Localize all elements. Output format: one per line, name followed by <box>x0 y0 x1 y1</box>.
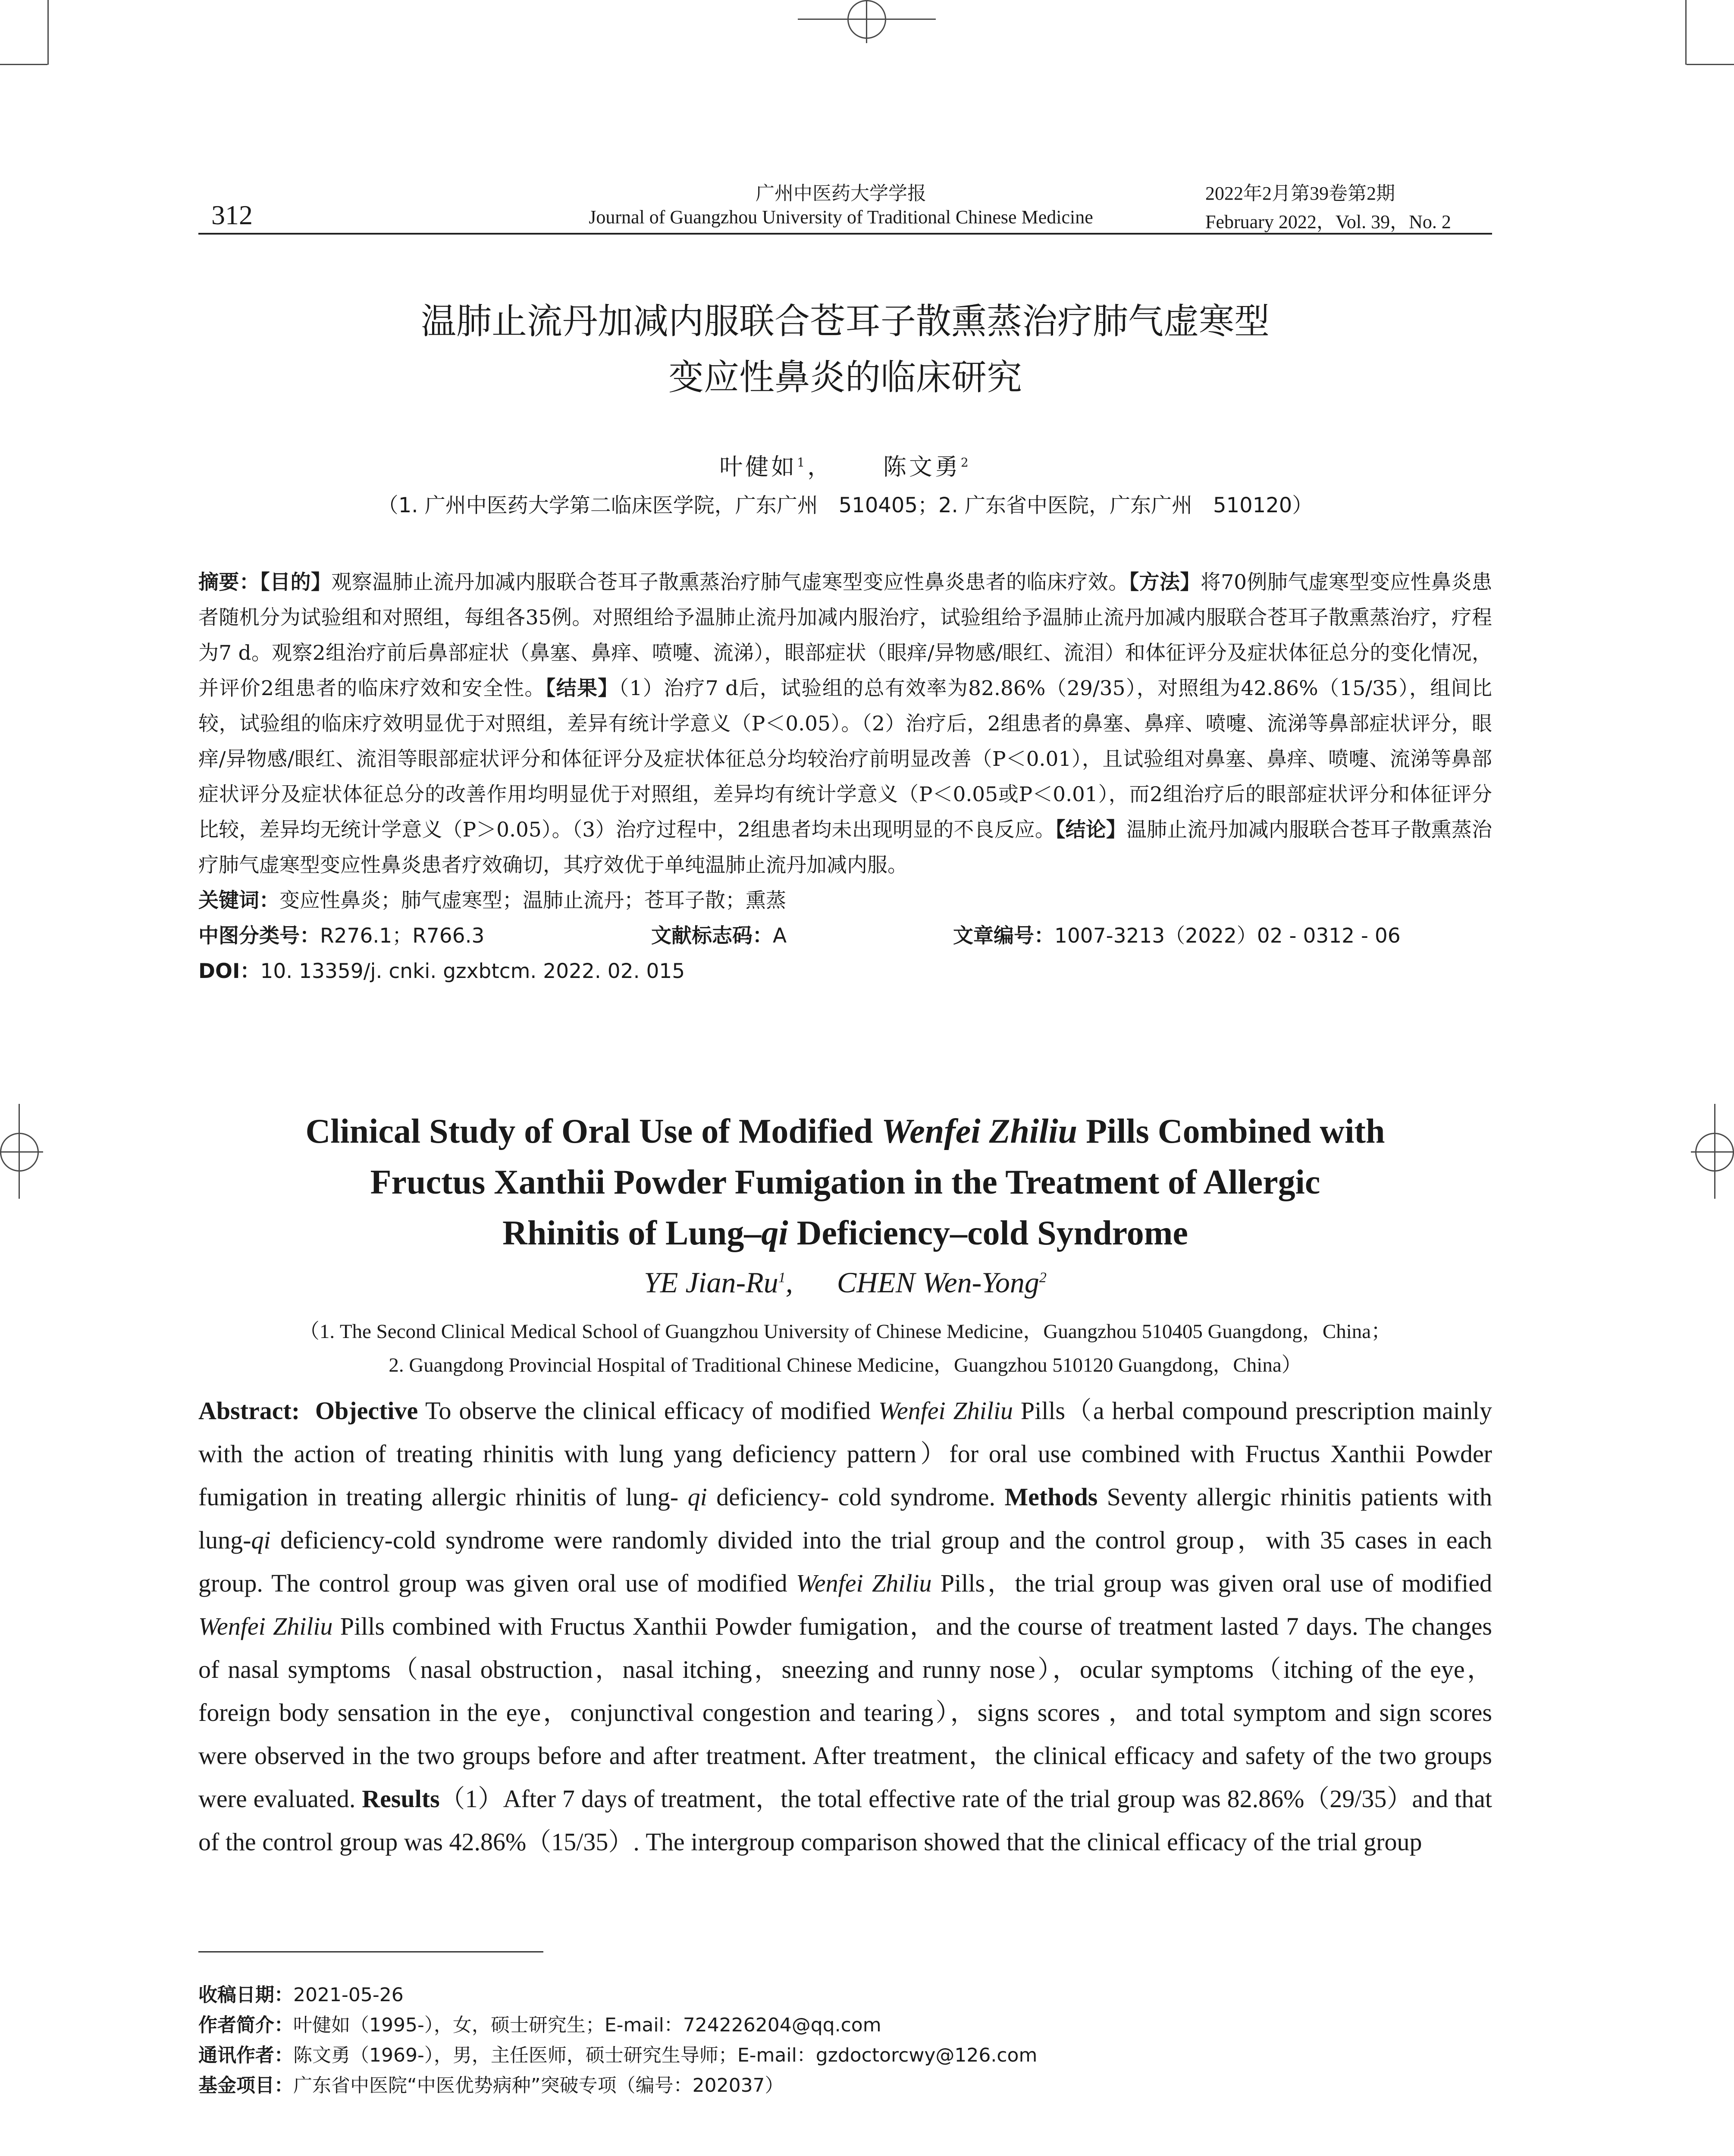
cn-clc-label: 中图分类号： <box>198 924 320 948</box>
cn-author-sep: ， <box>807 453 834 480</box>
en-methods-label: Methods <box>1004 1483 1098 1511</box>
crop-mark-top-right-h <box>1687 64 1734 65</box>
en-objective-label: Objective <box>315 1397 418 1425</box>
en-author-2: CHEN Wen-Yong <box>837 1266 1039 1299</box>
crop-mark-top-right-v <box>1685 0 1687 65</box>
en-title-line-1: Clinical Study of Oral Use of Modified Wenfei Zhiliu Pills Combined with <box>305 1112 1385 1150</box>
cn-abstract-objective: 观察温肺止流丹加减内服联合苍耳子散熏蒸治疗肺气虚寒型变应性鼻炎患者的临床疗效。 <box>331 570 1129 594</box>
cn-title-line-1: 温肺止流丹加减内服联合苍耳子散熏蒸治疗肺气虚寒型 <box>420 301 1270 342</box>
en-author-1: YE Jian-Ru <box>644 1266 778 1299</box>
en-authors: YE Jian-Ru$^1$, CHEN Wen-Yong$^2$ <box>644 1266 1047 1299</box>
cn-abstract-methods: 将70例肺气虚寒型变应性鼻炎患者随机分为试验组和对照组，每组各35例。对照组给予温肺止流丹加减内服治疗，试验组给予温肺止流丹加减内服联合苍耳子散熏蒸治疗，疗程为7 d。观察2组治疗前后鼻部症状（鼻塞、鼻痒、喷嚏、流涕），眼部症状（眼痒/异物感/眼红、流泪）和体征评分及症状体征总分的变化情况，并评价2组患者的临床疗效和安全性。 <box>198 570 1493 700</box>
en-title-line-2: Fructus Xanthii Powder Fumigation in the Treatment of Allergic <box>370 1163 1320 1201</box>
cn-title-line-2: 变应性鼻炎的临床研究 <box>668 357 1022 398</box>
cn-author-1: 叶健如 <box>719 453 797 480</box>
footnote-corresponding-author: 通讯作者：陈文勇（1969-），男，主任医师，硕士研究生导师；E-mail：gzdoctorcwy@126.com <box>198 2044 1038 2066</box>
en-abstract: Abstract: Objective To observe the clinical efficacy of modified Wenfei Zhiliu Pills（a herbal compound prescription mainly with the action of treating rhinitis with lung yang deficiency pattern）for oral use combined with Fructus Xanthii Powder fumigation in treating allergic rhinitis of lung- qi deficiency- cold syndrome. Methods Seventy allergic rhinitis patients with lung-qi deficiency-cold syndrome were randomly divided into the trial group and the control group，with 35 cases in each group. The control group was given oral use of modified Wenfei Zhiliu Pills，the trial group was given oral use of modified Wenfei Zhiliu Pills combined with Fructus Xanthii Powder fumigation，and the course of treatment lasted 7 days. The changes of nasal symptoms（nasal obstruction，nasal itching，sneezing and runny nose），ocular symptoms（itching of the eye，foreign body sensation in the eye，conjunctival congestion and tearing），signs scores ，and total symptom and sign scores were observed in the two groups before and after treatment. After treatment，the clinical efficacy and safety of the two groups were evaluated. Results（1）After 7 days of treatment，the total effective rate of the trial group was 82.86%（29/35）and that of the control group was 42.86%（15/35）. The intergroup comparison showed that the clinical efficacy of the trial group <box>198 1397 1493 1856</box>
cn-clc: R276.1；R766.3 <box>320 924 485 948</box>
cn-doi-label: DOI： <box>198 959 260 983</box>
en-title-line-3: Rhinitis of Lung–qi Deficiency–cold Syndrome <box>502 1214 1188 1252</box>
cn-affiliation: （1. 广州中医药大学第二临床医学院，广东广州 510405；2. 广东省中医院，广东广州 510120） <box>377 493 1313 517</box>
cn-doi-text: 10. 13359/j. cnki. gzxbtcm. 2022. 02. 015 <box>260 959 685 983</box>
en-affiliation-1: （1. The Second Clinical Medical School of Guangzhou University of Chinese Medicine，Guangzhou 510405 Guangdong，China； <box>299 1320 1392 1343</box>
cn-doi <box>198 954 1492 989</box>
en-abstract-label: Abstract: <box>198 1397 300 1425</box>
cn-abstract-methods-label: 【方法】 <box>1129 570 1201 594</box>
cn-doc-code-group <box>651 918 787 954</box>
cn-keywords-label: 关键词： <box>198 889 279 912</box>
issue-date-en: February 2022，Vol. 39，No. 2 <box>1205 211 1451 232</box>
journal-name-cn: 广州中医药大学学报 <box>756 182 926 204</box>
crop-mark-top-left-v <box>47 0 49 65</box>
cn-author-2-sup: 2 <box>960 455 971 470</box>
en-affiliation-2: 2. Guangdong Provincial Hospital of Traditional Chinese Medicine，Guangzhou 510120 Guangdong，China） <box>389 1354 1302 1376</box>
cn-doc-code: A <box>773 924 787 948</box>
cn-keywords-text: 变应性鼻炎；肺气虚寒型；温肺止流丹；苍耳子散；熏蒸 <box>279 889 786 912</box>
cn-classification-row <box>198 918 1492 954</box>
cn-author-1-sup: 1 <box>797 455 808 470</box>
crop-mark-top-left-h <box>0 64 47 65</box>
cn-abstract-conclusion-label: 【结论】 <box>1055 818 1126 842</box>
cn-abstract-results: （1）治疗7 d后，试验组的总有效率为82.86%（29/35），对照组为42.86%（15/35），组间比较，试验组的临床疗效明显优于对照组，差异有统计学意义（P＜0.05）。（2）治疗后，2组患者的鼻塞、鼻痒、喷嚏、流涕等鼻部症状评分，眼痒/异物感/眼红、流泪等眼部症状评分和体征评分及症状体征总分均较治疗前明显改善（P＜0.01），且试验组对鼻塞、鼻痒、喷嚏、流涕等鼻部症状评分及症状体征总分的改善作用均明显优于对照组，差异均有统计学意义（P＜0.05或P＜0.01），而2组治疗后的眼部症状评分和体征评分比较，差异均无统计学意义（P＞0.05）。（3）治疗过程中，2组患者均未出现明显的不良反应。 <box>198 677 1493 842</box>
footnote-received: 收稿日期：2021-05-26 <box>198 1984 404 2006</box>
header-rule <box>198 233 1492 235</box>
cn-abstract-label: 摘要： <box>198 570 260 594</box>
cn-abstract-conclusion: 温肺止流丹加减内服联合苍耳子散熏蒸治疗肺气虚寒型变应性鼻炎患者疗效确切，其疗效优于单纯温肺止流丹加减内服。 <box>198 818 1493 877</box>
cn-article-no: 1007-3213（2022）02 - 0312 - 06 <box>1054 924 1401 948</box>
cn-abstract-results-label: 【结果】 <box>545 677 619 700</box>
page-number: 312 <box>211 200 253 230</box>
cn-doc-code-label: 文献标志码： <box>651 924 773 948</box>
footnote-author-bio: 作者简介：叶健如（1995-），女，硕士研究生；E-mail：724226204@qq.com <box>198 2014 881 2036</box>
en-author-1-sup: 1 <box>778 1269 786 1286</box>
footnote-funding: 基金项目：广东省中医院“中医优势病种”突破专项（编号：202037） <box>198 2075 784 2096</box>
cn-authors <box>198 448 1492 482</box>
journal-name-en: Journal of Guangzhou University of Traditional Chinese Medicine <box>589 207 1093 228</box>
en-title <box>198 1106 1492 1259</box>
en-author-2-sup: 2 <box>1039 1269 1047 1286</box>
cn-abstract <box>198 565 1492 989</box>
footnote-rule <box>198 1951 543 1952</box>
cn-article-no-label: 文章编号： <box>953 924 1054 948</box>
cn-keywords <box>198 883 1492 918</box>
cn-author-2: 陈文勇 <box>883 453 961 480</box>
issue-date-cn: 2022年2月第39卷第2期 <box>1205 183 1395 204</box>
en-results-label: Results <box>362 1785 440 1813</box>
cn-article-no-group <box>953 918 1401 954</box>
cn-abstract-objective-label: 【目的】 <box>260 570 332 594</box>
